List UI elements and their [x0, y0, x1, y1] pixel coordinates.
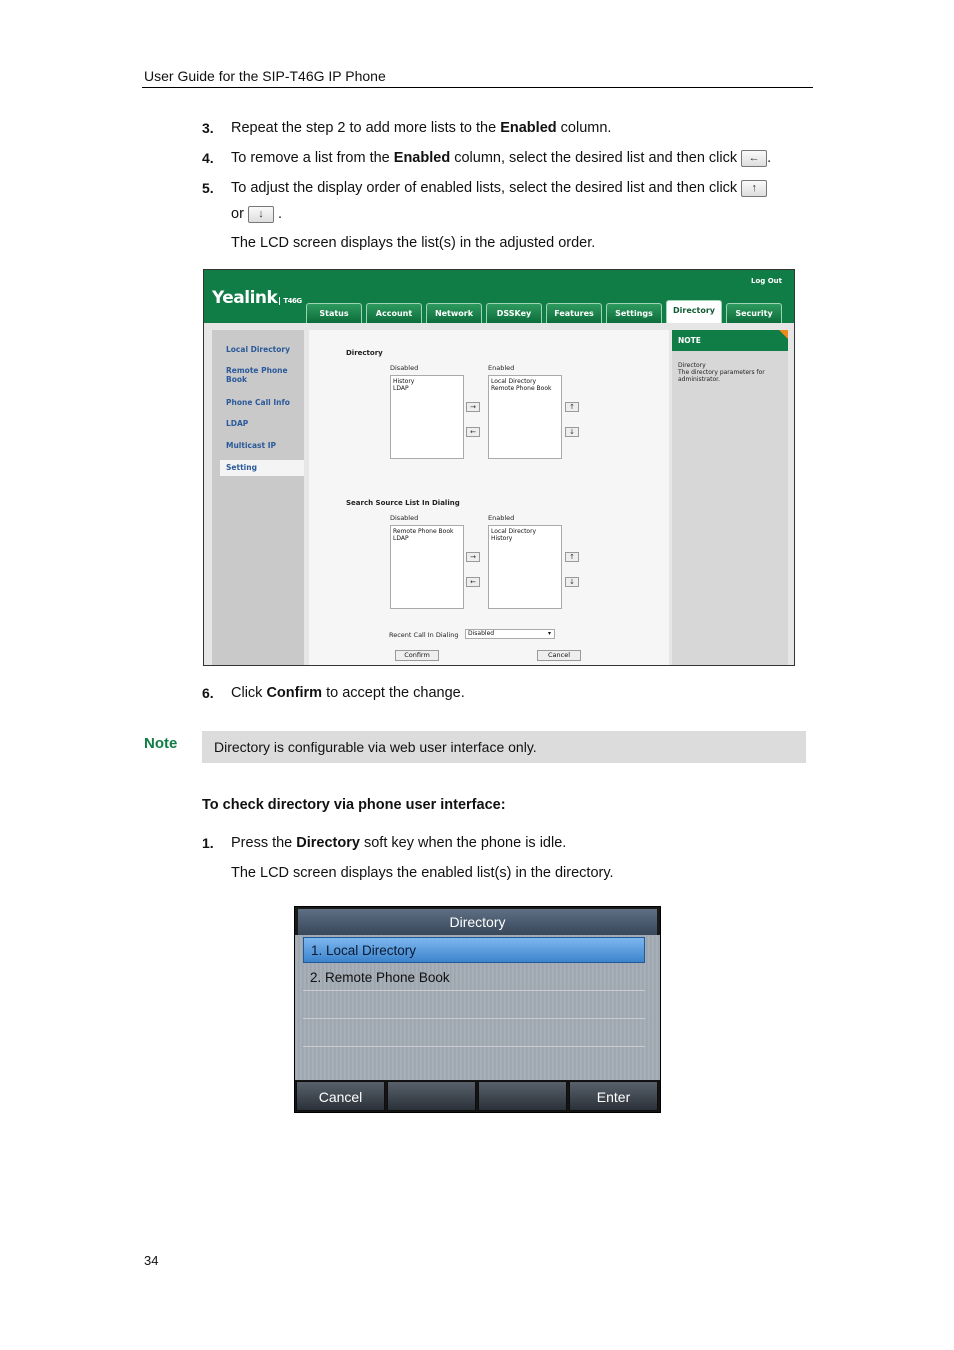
dropdown-caret-icon: ▾	[547, 630, 551, 637]
web-main-panel	[309, 330, 669, 666]
tab-account[interactable]: Account	[366, 303, 422, 323]
step-number: 1.	[202, 835, 214, 851]
web-sidebar	[212, 330, 304, 666]
web-header-bar	[204, 270, 794, 323]
step-text: Repeat the step 2 to add more lists to the Enabled column.	[231, 120, 612, 136]
list-item[interactable]: Remote Phone Book	[491, 385, 552, 392]
list-item[interactable]: LDAP	[393, 535, 409, 542]
enabled-label: Enabled	[488, 514, 515, 522]
sidebar-item-remote-phone-book[interactable]: Remote Phone Book	[226, 366, 288, 384]
web-ui-screenshot	[203, 269, 795, 666]
lcd-list-empty-row	[303, 993, 645, 1019]
arrow-up-button-icon: ↑	[741, 180, 767, 197]
step-text: Click Confirm to accept the change.	[231, 685, 465, 701]
lcd-list-item-remote-phone-book[interactable]: 2. Remote Phone Book	[303, 965, 645, 991]
step-text: To adjust the display order of enabled lists, select the desired list and then click ↑	[231, 179, 767, 197]
tab-security[interactable]: Security	[726, 303, 782, 323]
yealink-logo: Yealink T46G	[212, 288, 302, 308]
softkey-blank[interactable]	[478, 1081, 567, 1111]
dir-enabled-list[interactable]	[488, 375, 562, 459]
step-number: 5.	[202, 180, 214, 196]
sidebar-item-multicast-ip[interactable]: Multicast IP	[226, 441, 276, 450]
move-up-button[interactable]: ↑	[565, 552, 579, 562]
enabled-label: Enabled	[488, 364, 515, 372]
note-corner-icon	[779, 330, 788, 339]
tab-features[interactable]: Features	[546, 303, 602, 323]
lcd-list-empty-row	[303, 1021, 645, 1047]
step-text: To remove a list from the Enabled column, select the desired list and then click ← .	[231, 150, 772, 166]
move-right-button[interactable]: →	[466, 402, 480, 412]
sidebar-item-setting[interactable]: Setting	[226, 463, 257, 472]
arrow-left-button-icon: ←	[741, 150, 767, 167]
softkey-blank[interactable]	[387, 1081, 476, 1111]
note-label: Note	[144, 735, 178, 752]
list-item[interactable]: History	[491, 535, 513, 542]
tab-network[interactable]: Network	[426, 303, 482, 323]
list-item[interactable]: LDAP	[393, 385, 409, 392]
dir-disabled-list[interactable]	[390, 375, 464, 459]
tab-directory[interactable]: Directory	[666, 300, 722, 323]
lcd-list-area	[295, 935, 660, 1080]
lcd-softkey-bar	[295, 1080, 660, 1112]
tab-settings[interactable]: Settings	[606, 303, 662, 323]
web-note-panel	[672, 330, 788, 666]
sidebar-item-local-directory[interactable]: Local Directory	[226, 345, 290, 354]
note-box: Directory is configurable via web user interface only.	[202, 731, 806, 763]
arrow-down-button-icon: ↓	[248, 206, 274, 223]
move-down-button[interactable]: ↓	[565, 577, 579, 587]
step-number: 6.	[202, 685, 214, 701]
lcd-list-item-local-directory[interactable]: 1. Local Directory	[303, 937, 645, 963]
sidebar-item-phone-call-info[interactable]: Phone Call Info	[226, 398, 290, 407]
step-result: The LCD screen displays the list(s) in the adjusted order.	[231, 235, 596, 251]
move-left-button[interactable]: ←	[466, 577, 480, 587]
phone-lcd-screenshot	[294, 906, 661, 1113]
recent-call-label: Recent Call In Dialing	[389, 631, 459, 639]
note-content: Directory The directory parameters for administrator.	[678, 362, 765, 383]
procedure-heading: To check directory via phone user interface:	[202, 797, 506, 813]
list-item[interactable]: History	[393, 378, 415, 385]
step-number: 3.	[202, 120, 214, 136]
disabled-label: Disabled	[390, 514, 419, 522]
tab-dsskey[interactable]: DSSKey	[486, 303, 542, 323]
list-item[interactable]: Remote Phone Book	[393, 528, 454, 535]
header-rule	[142, 87, 813, 88]
page-header: User Guide for the SIP-T46G IP Phone	[144, 68, 386, 84]
list-item[interactable]: Local Directory	[491, 378, 537, 385]
disabled-label: Disabled	[390, 364, 419, 372]
search-disabled-list[interactable]	[390, 525, 464, 609]
sidebar-item-ldap[interactable]: LDAP	[226, 419, 249, 428]
note-header: NOTE	[672, 330, 788, 351]
recent-call-dropdown[interactable]: Disabled ▾	[465, 629, 555, 639]
lcd-title: Directory	[298, 909, 657, 935]
list-item[interactable]: Local Directory	[491, 528, 537, 535]
softkey-cancel[interactable]: Cancel	[296, 1081, 385, 1111]
tab-status[interactable]: Status	[306, 303, 362, 323]
move-left-button[interactable]: ←	[466, 427, 480, 437]
move-right-button[interactable]: →	[466, 552, 480, 562]
directory-section-label: Directory	[346, 349, 383, 357]
page-number: 34	[144, 1253, 159, 1268]
step-result: The LCD screen displays the enabled list(s) in the directory.	[231, 865, 614, 881]
confirm-button[interactable]: Confirm	[395, 650, 439, 661]
step-text-cont: or ↓ .	[231, 206, 282, 222]
move-up-button[interactable]: ↑	[565, 402, 579, 412]
search-section-label: Search Source List In Dialing	[346, 499, 460, 507]
search-enabled-list[interactable]	[488, 525, 562, 609]
step-number: 4.	[202, 150, 214, 166]
cancel-button[interactable]: Cancel	[537, 650, 581, 661]
logout-link[interactable]: Log Out	[751, 277, 782, 285]
step-text: Press the Directory soft key when the phone is idle.	[231, 835, 567, 851]
softkey-enter[interactable]: Enter	[569, 1081, 658, 1111]
move-down-button[interactable]: ↓	[565, 427, 579, 437]
